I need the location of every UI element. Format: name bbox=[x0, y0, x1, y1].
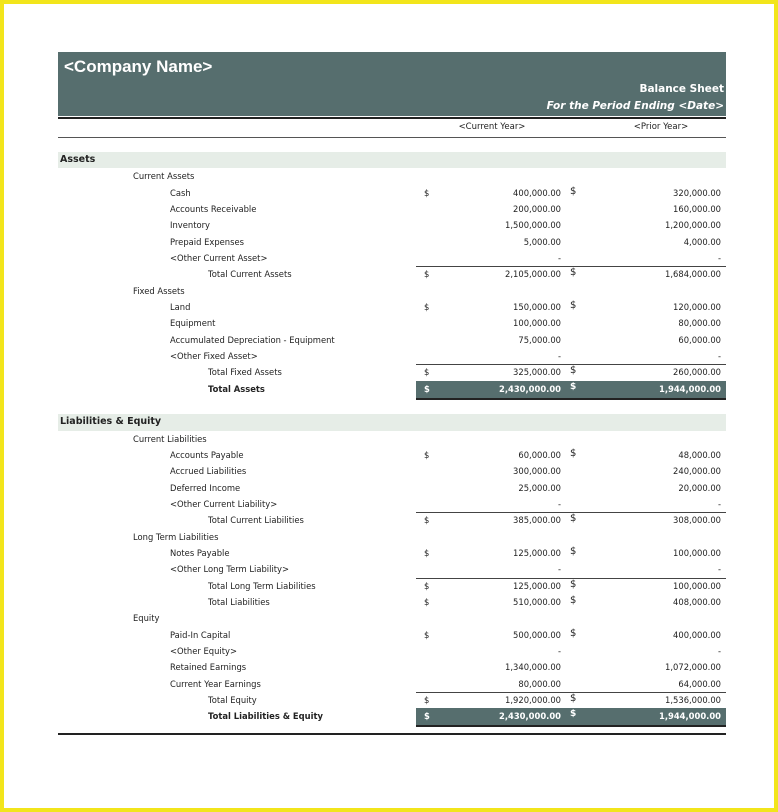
company-name: <Company Name> bbox=[64, 57, 213, 76]
currency-symbol: $ bbox=[570, 300, 577, 312]
grand-total-row bbox=[58, 708, 726, 724]
current-year-value: 60,000.00 bbox=[518, 449, 561, 460]
current-year-value: 300,000.00 bbox=[513, 466, 561, 477]
prior-year-value: - bbox=[717, 564, 721, 575]
current-year-value: 500,000.00 bbox=[513, 629, 561, 640]
current-year-value: 200,000.00 bbox=[513, 204, 561, 215]
prior-year-value: - bbox=[717, 253, 721, 264]
currency-symbol: $ bbox=[424, 711, 430, 722]
current-year-value: 80,000.00 bbox=[518, 678, 561, 689]
current-year-value: 5,000.00 bbox=[523, 236, 561, 247]
prior-year-value: 80,000.00 bbox=[678, 318, 721, 329]
current-year-value: - bbox=[557, 351, 561, 362]
table-row bbox=[58, 185, 726, 201]
grand-total-row bbox=[58, 381, 726, 397]
prior-year-value: 48,000.00 bbox=[678, 449, 721, 460]
currency-symbol: $ bbox=[424, 547, 430, 558]
table-row bbox=[58, 643, 726, 659]
row-label: Total Equity bbox=[208, 695, 257, 705]
section-liabilities-equity bbox=[58, 414, 726, 430]
table-row bbox=[58, 627, 726, 643]
current-year-value: 510,000.00 bbox=[513, 596, 561, 607]
total-row bbox=[58, 512, 726, 528]
currency-symbol: $ bbox=[424, 629, 430, 640]
total-row bbox=[58, 594, 726, 610]
row-label: Total Current Liabilities bbox=[208, 515, 304, 526]
current-year-value: - bbox=[557, 498, 561, 509]
subsection-label: Long Term Liabilities bbox=[133, 531, 219, 542]
total-row bbox=[58, 364, 726, 380]
bottom-rule bbox=[58, 733, 726, 735]
currency-symbol: $ bbox=[424, 449, 430, 460]
row-label: Deferred Income bbox=[170, 482, 241, 493]
row-label: <Other Current Asset> bbox=[170, 253, 268, 264]
subsection-label: Current Liabilities bbox=[133, 433, 207, 444]
current-year-value: 150,000.00 bbox=[513, 302, 561, 313]
subsection-long-term-liabilities bbox=[58, 529, 726, 545]
prior-year-value: 160,000.00 bbox=[673, 204, 721, 215]
row-label: Total Current Assets bbox=[208, 269, 292, 280]
current-year-value: 2,105,000.00 bbox=[505, 269, 561, 280]
subsection-fixed-assets bbox=[58, 283, 726, 299]
currency-symbol: $ bbox=[424, 187, 430, 198]
row-label: Equipment bbox=[170, 318, 216, 329]
document-title: Balance Sheet bbox=[639, 83, 724, 95]
current-year-value: - bbox=[557, 564, 561, 575]
current-year-value: - bbox=[557, 645, 561, 656]
prior-year-value: 1,536,000.00 bbox=[665, 695, 721, 705]
current-year-value: - bbox=[557, 253, 561, 264]
table-row bbox=[58, 217, 726, 233]
table-row bbox=[58, 315, 726, 331]
row-label: <Other Equity> bbox=[170, 645, 237, 656]
prior-year-value: 400,000.00 bbox=[673, 629, 721, 640]
section-assets bbox=[58, 152, 726, 168]
currency-symbol: $ bbox=[570, 267, 577, 279]
row-label: Current Year Earnings bbox=[170, 678, 261, 689]
prior-year-value: 240,000.00 bbox=[673, 466, 721, 477]
row-label: Total Assets bbox=[208, 383, 265, 394]
current-year-value: 2,430,000.00 bbox=[499, 383, 561, 394]
subsection-equity bbox=[58, 610, 726, 626]
table-row bbox=[58, 250, 726, 266]
row-label: Total Liabilities & Equity bbox=[208, 711, 323, 722]
current-year-value: 1,340,000.00 bbox=[505, 662, 561, 673]
column-prior-year: <Prior Year> bbox=[633, 122, 689, 132]
currency-symbol: $ bbox=[424, 367, 430, 378]
row-label: Accumulated Depreciation - Equipment bbox=[170, 334, 335, 345]
table-row bbox=[58, 561, 726, 577]
period-ending: For the Period Ending <Date> bbox=[546, 100, 724, 112]
currency-symbol: $ bbox=[424, 515, 430, 526]
row-label: Inventory bbox=[170, 220, 211, 231]
total-row bbox=[58, 578, 726, 594]
prior-year-value: 120,000.00 bbox=[673, 302, 721, 313]
prior-year-value: 1,200,000.00 bbox=[665, 220, 721, 231]
currency-symbol: $ bbox=[424, 383, 430, 394]
row-label: Cash bbox=[170, 187, 191, 198]
current-year-value: 25,000.00 bbox=[518, 482, 561, 493]
currency-symbol: $ bbox=[424, 596, 430, 607]
row-label: <Other Fixed Asset> bbox=[170, 351, 258, 362]
currency-symbol: $ bbox=[424, 302, 430, 313]
row-label: Notes Payable bbox=[170, 547, 230, 558]
row-label: Prepaid Expenses bbox=[170, 236, 244, 247]
prior-year-value: 260,000.00 bbox=[673, 367, 721, 378]
currency-symbol: $ bbox=[570, 578, 577, 590]
total-row bbox=[58, 266, 726, 282]
currency-symbol: $ bbox=[570, 627, 577, 639]
prior-year-value: 320,000.00 bbox=[673, 187, 721, 198]
subsection-label: Fixed Assets bbox=[133, 285, 185, 296]
currency-symbol: $ bbox=[570, 185, 577, 197]
section-label: Liabilities & Equity bbox=[60, 416, 162, 428]
prior-year-value: 1,944,000.00 bbox=[659, 383, 721, 394]
prior-year-value: 1,072,000.00 bbox=[665, 662, 721, 673]
row-label: <Other Long Term Liability> bbox=[170, 564, 290, 575]
prior-year-value: - bbox=[717, 498, 721, 509]
prior-year-value: - bbox=[717, 645, 721, 656]
current-year-value: 1,500,000.00 bbox=[505, 220, 561, 231]
currency-symbol: $ bbox=[424, 580, 430, 591]
current-year-value: 325,000.00 bbox=[513, 367, 561, 378]
current-year-value: 125,000.00 bbox=[513, 547, 561, 558]
row-label: Total Long Term Liabilities bbox=[208, 580, 316, 591]
table-row bbox=[58, 480, 726, 496]
prior-year-value: 100,000.00 bbox=[673, 580, 721, 591]
table-row bbox=[58, 496, 726, 512]
total-row bbox=[58, 692, 726, 708]
column-header-row bbox=[58, 117, 726, 138]
prior-year-value: - bbox=[717, 351, 721, 362]
sheet-header bbox=[58, 52, 726, 116]
current-year-value: 385,000.00 bbox=[513, 515, 561, 526]
prior-year-value: 4,000.00 bbox=[683, 236, 721, 247]
prior-year-value: 20,000.00 bbox=[678, 482, 721, 493]
prior-year-value: 408,000.00 bbox=[673, 596, 721, 607]
current-year-value: 400,000.00 bbox=[513, 187, 561, 198]
currency-symbol: $ bbox=[424, 269, 430, 280]
row-label: Land bbox=[170, 302, 191, 313]
currency-symbol: $ bbox=[570, 594, 577, 606]
table-row bbox=[58, 676, 726, 692]
table-row bbox=[58, 201, 726, 217]
table-row bbox=[58, 545, 726, 561]
table-row bbox=[58, 234, 726, 250]
currency-symbol: $ bbox=[570, 693, 577, 704]
row-label: Accounts Payable bbox=[170, 449, 244, 460]
row-label: Paid-In Capital bbox=[170, 629, 231, 640]
current-year-value: 125,000.00 bbox=[513, 580, 561, 591]
current-year-value: 75,000.00 bbox=[518, 334, 561, 345]
currency-symbol: $ bbox=[570, 709, 577, 720]
currency-symbol: $ bbox=[570, 513, 577, 525]
row-label: Retained Earnings bbox=[170, 662, 247, 673]
column-current-year: <Current Year> bbox=[458, 122, 526, 132]
currency-symbol: $ bbox=[424, 695, 430, 705]
row-label: Accrued Liabilities bbox=[170, 466, 247, 477]
currency-symbol: $ bbox=[570, 447, 577, 459]
prior-year-value: 64,000.00 bbox=[678, 678, 721, 689]
prior-year-value: 1,684,000.00 bbox=[665, 269, 721, 280]
current-year-value: 1,920,000.00 bbox=[505, 695, 561, 705]
table-row bbox=[58, 299, 726, 315]
current-year-value: 2,430,000.00 bbox=[499, 711, 561, 722]
table-row bbox=[58, 463, 726, 479]
balance-sheet bbox=[58, 52, 726, 735]
table-row bbox=[58, 348, 726, 364]
prior-year-value: 60,000.00 bbox=[678, 334, 721, 345]
currency-symbol: $ bbox=[570, 365, 577, 377]
table-row bbox=[58, 332, 726, 348]
current-year-value: 100,000.00 bbox=[513, 318, 561, 329]
prior-year-value: 100,000.00 bbox=[673, 547, 721, 558]
row-label: Total Liabilities bbox=[208, 596, 270, 607]
prior-year-value: 308,000.00 bbox=[673, 515, 721, 526]
row-label: Total Fixed Assets bbox=[208, 367, 282, 378]
table-row bbox=[58, 447, 726, 463]
subsection-current-assets bbox=[58, 168, 726, 184]
currency-symbol: $ bbox=[570, 545, 577, 557]
subsection-current-liabilities bbox=[58, 431, 726, 447]
row-label: <Other Current Liability> bbox=[170, 498, 278, 509]
table-row bbox=[58, 659, 726, 675]
row-label: Accounts Receivable bbox=[170, 204, 257, 215]
currency-symbol: $ bbox=[570, 381, 577, 392]
prior-year-value: 1,944,000.00 bbox=[659, 711, 721, 722]
section-label: Assets bbox=[60, 154, 96, 165]
subsection-label: Equity bbox=[133, 613, 160, 624]
subsection-label: Current Assets bbox=[133, 171, 195, 182]
